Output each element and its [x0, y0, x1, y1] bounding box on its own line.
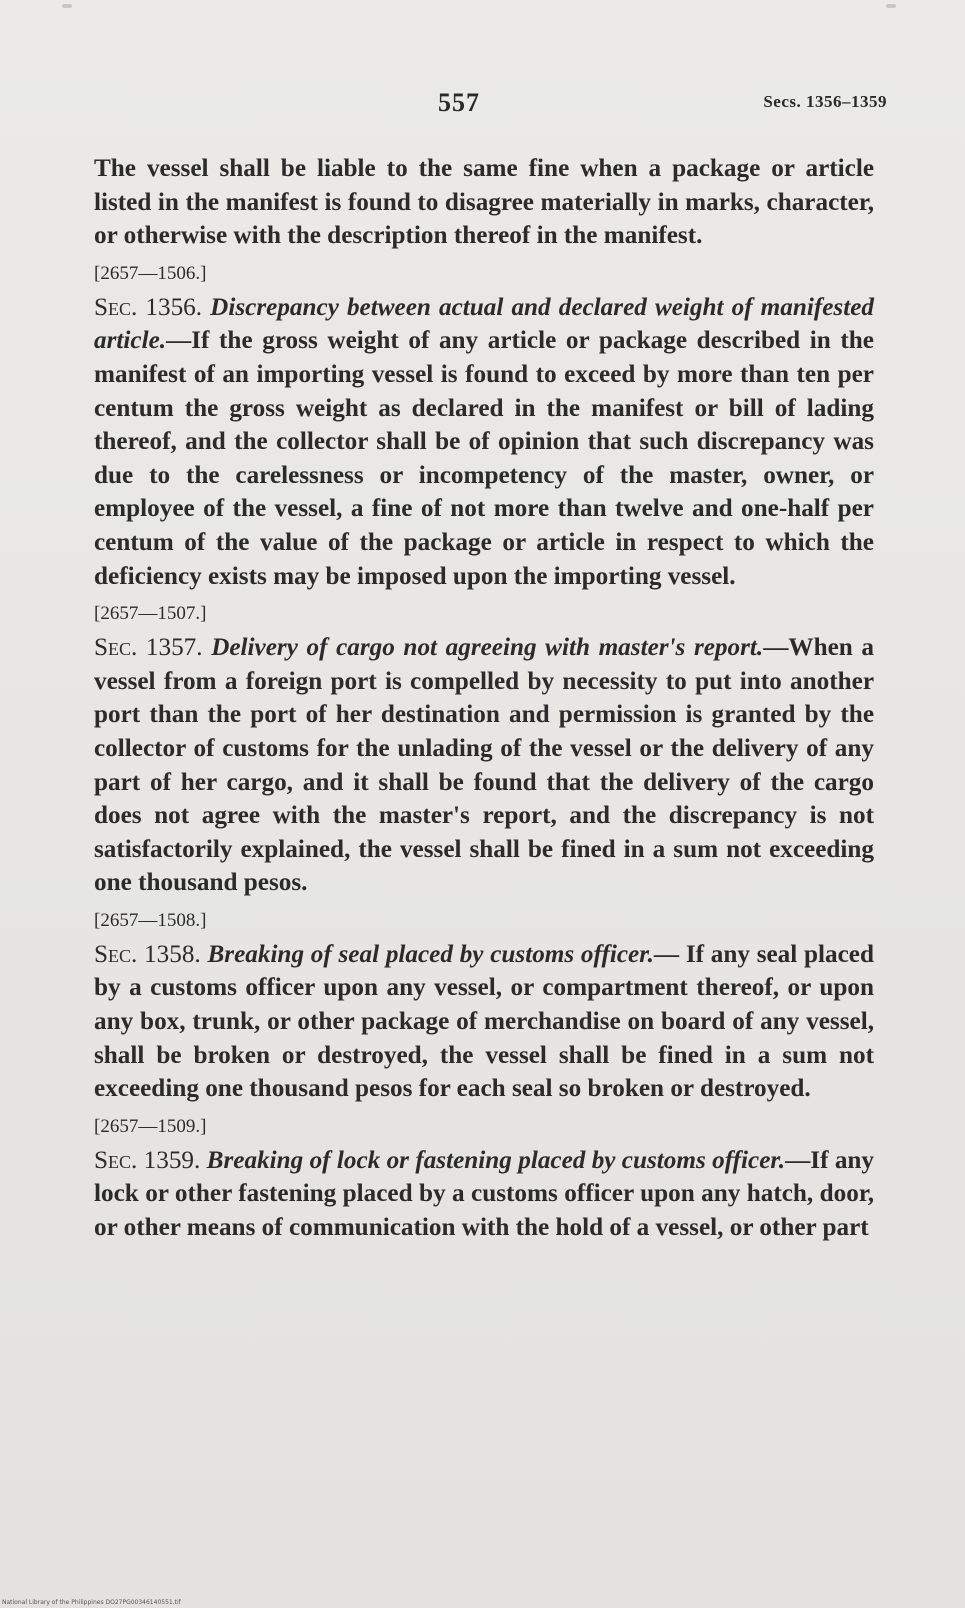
page-number: 557 [438, 88, 480, 117]
section-1357 [94, 631, 874, 900]
scan-artifact [886, 4, 896, 8]
scan-credit: National Library of the Philippines DO27PG00346140551.tif [2, 1599, 181, 1606]
section-label: Sec. 1357. [94, 634, 203, 662]
section-label: Sec. 1358. [94, 940, 201, 968]
reference-note: [2657—1507.] [94, 603, 207, 625]
section-title: Discrepancy between actual and declared weight of manifested article. [94, 293, 875, 355]
body-text [94, 152, 874, 1245]
page-header [0, 88, 965, 128]
section-body: — If any seal placed by a customs officer upon any vessel, or compartment thereof, or upon any box, trunk, or other package of merchandise on board of any vessel, shall be broken or destroyed, the vessel shall be fined in a sum not exceeding one thousand pesos for each seal so broken or destroyed. [94, 940, 874, 1103]
section-1358 [94, 938, 874, 1106]
section-title: Delivery of cargo not agreeing with master's report. [211, 634, 764, 662]
section-label: Sec. 1359. [94, 1146, 201, 1174]
reference-note: [2657—1509.] [94, 1115, 207, 1137]
section-body: —If the gross weight of any article or package described in the manifest of an importing vessel is found to exceed by more than ten per centum the gross weight as declared in the manifest or bill of lading thereof, and the collector shall be of opinion that such discrepancy was due to the carelessness or incompetency of the master, owner, or employee of the vessel, a fine of not more than twelve and one-half per centum of the value of the package or article in respect to which the deficiency exists may be imposed upon the importing vessel. [94, 327, 874, 590]
section-1356 [94, 291, 874, 593]
section-title: Breaking of seal placed by customs officer. [207, 940, 654, 968]
section-body: —If any lock or other fastening placed by a customs officer upon any hatch, door, or other means of communication with the hold of a vessel, or other part [94, 1146, 875, 1242]
running-head: Secs. 1356–1359 [763, 92, 887, 111]
section-body: —When a vessel from a foreign port is compelled by necessity to put into another port than the port of her destination and permission is granted by the collector of customs for the unlading of the vessel or the delivery of any part of her cargo, and it shall be found that the delivery of the cargo does not agree with the master's report, and the discrepancy is not satisfactorily explained, the vessel shall be fined in a sum not exceeding one thousand pesos. [94, 634, 874, 897]
scan-artifact [62, 4, 72, 8]
section-label: Sec. 1356. [94, 293, 203, 321]
reference-note: [2657—1508.] [94, 909, 207, 931]
section-1359 [94, 1144, 874, 1245]
reference-note: [2657—1506.] [94, 262, 207, 284]
section-title: Breaking of lock or fastening placed by customs officer. [206, 1146, 786, 1174]
paragraph-continuation: The vessel shall be liable to the same fine when a package or article listed in the manifest is found to disagree materially in marks, character, or otherwise with the description thereof in the manifest. [94, 155, 874, 250]
